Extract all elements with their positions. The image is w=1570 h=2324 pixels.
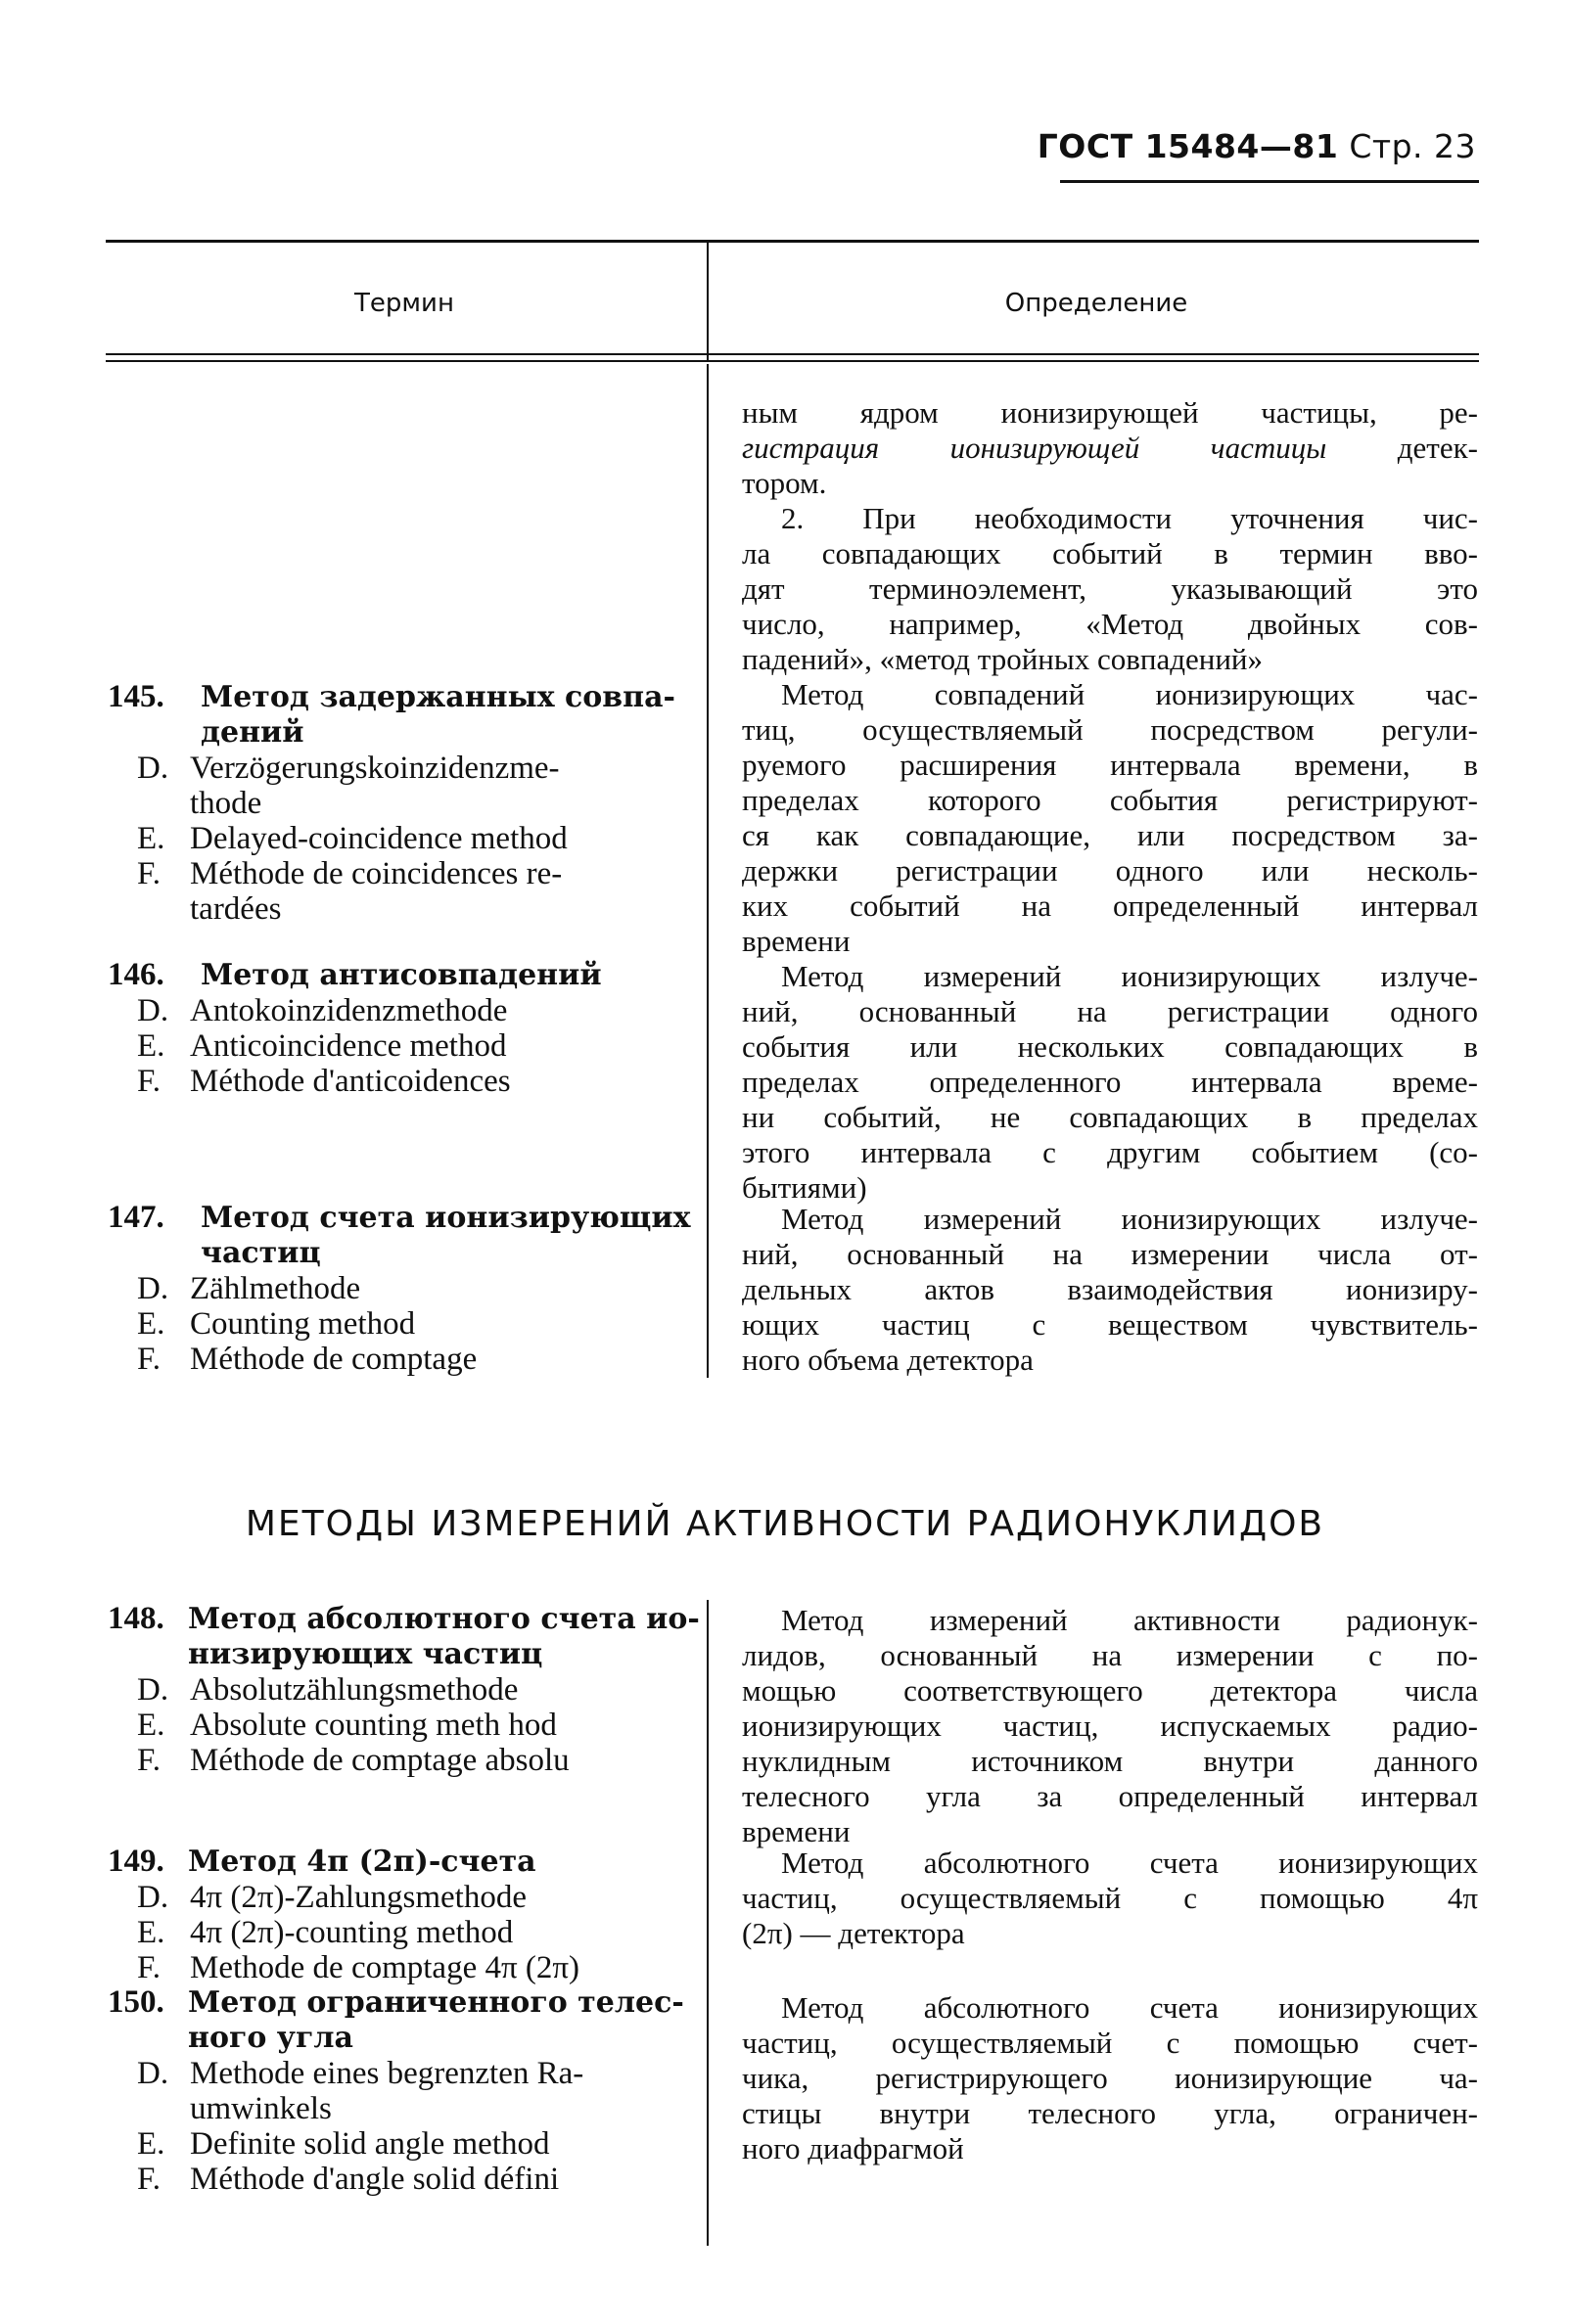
definition-line: времени	[742, 1814, 851, 1848]
term-lang-f: F. Méthode d'angle solid défini	[137, 2162, 560, 2197]
definition-line: ний, основанный на измерении числа от-	[742, 1237, 1478, 1271]
term-lang-e: E. Anticoincidence method	[137, 1028, 507, 1064]
definition-line: (2π) — детектора	[742, 1916, 965, 1950]
definition-line: руемого расширения интервала времени, в	[742, 748, 1478, 782]
definition-line: события или нескольких совпадающих в	[742, 1029, 1478, 1064]
definition-147	[742, 1202, 1478, 1378]
definition-line: Метод абсолютного счета ионизирующих	[781, 1990, 1478, 2025]
continued-definition	[742, 395, 1478, 677]
definition-line: ным ядром ионизирующей частицы, ре-	[742, 395, 1478, 430]
term-lang-f: F. Méthode d'anticoidences	[137, 1064, 511, 1099]
table-top-rule	[106, 240, 1479, 243]
definition-line: нуклидным источником внутри данного	[742, 1744, 1478, 1778]
page-number: Стр. 23	[1349, 127, 1476, 165]
term-lang-f: F. Méthode de comptage absolu	[137, 1743, 570, 1778]
definition-145	[742, 677, 1478, 959]
definition-line: ного диафрагмой	[742, 2131, 964, 2165]
term-entry-149	[108, 1844, 695, 1985]
term-lang-d-cont: thode	[190, 786, 262, 821]
definition-line: бытиями)	[742, 1170, 867, 1205]
definition-line: Метод измерений ионизирующих излуче-	[781, 959, 1478, 993]
definition-149	[742, 1846, 1478, 1951]
term-entry-146	[108, 957, 695, 1099]
column-header-definition: Определение	[1004, 289, 1188, 318]
definition-line: ющих частиц с веществом чувствитель-	[742, 1307, 1478, 1342]
definition-148	[742, 1603, 1478, 1849]
term-lang-f: F. Méthode de coincidences re-	[137, 856, 563, 891]
definition-line: пределах определенного интервала време-	[742, 1065, 1478, 1099]
header-double-rule	[106, 353, 1479, 362]
definition-line: 2. При необходимости уточнения чис-	[781, 501, 1478, 535]
definition-line: мощью соответствующего детектора числа	[742, 1673, 1478, 1708]
term-name: Метод ограниченного телес-	[188, 1985, 684, 2020]
header-rule	[1060, 180, 1479, 183]
term-name: Метод задержанных совпа-	[201, 680, 675, 714]
definition-150	[742, 1990, 1478, 2166]
term-lang-d: D. Verzögerungskoinzidenzme-	[137, 751, 560, 786]
standard-number: ГОСТ 15484—81	[1037, 127, 1339, 165]
definition-line: частиц, осуществляемый с помощью счет-	[742, 2026, 1478, 2060]
definition-line: дят терминоэлемент, указывающий это	[742, 571, 1478, 606]
term-entry-145	[108, 679, 695, 927]
definition-line: ких событий на определенный интервал	[742, 889, 1478, 923]
definition-line: ионизирующих частиц, испускаемых радио-	[742, 1709, 1478, 1743]
definition-line: держки регистрации одного или несколь-	[742, 853, 1478, 888]
term-lang-e: E. Absolute counting meth hod	[137, 1708, 557, 1743]
term-lang-e: E. Counting method	[137, 1306, 416, 1342]
term-name: Метод 4π (2π)-счета	[188, 1845, 536, 1879]
definition-line: пределах которого события регистрируют-	[742, 783, 1478, 817]
term-lang-e: E. Definite solid angle method	[137, 2126, 550, 2162]
term-lang-d: D. Antokoinzidenzmethode	[137, 993, 508, 1028]
definition-146	[742, 959, 1478, 1206]
column-divider-bottom	[707, 1600, 709, 2246]
definition-line: телесного угла за определенный интервал	[742, 1779, 1478, 1813]
term-lang-f-cont: tardées	[190, 891, 282, 927]
term-name: Метод антисовпадений	[201, 958, 602, 992]
definition-line: Метод измерений ионизирующих излуче-	[781, 1202, 1478, 1236]
term-entry-148	[108, 1601, 700, 1778]
term-lang-d: D. Absolutzählungsmethode	[137, 1672, 519, 1708]
definition-line: стицы внутри телесного угла, ограничен-	[742, 2096, 1478, 2130]
term-name-cont: ного угла	[188, 2021, 353, 2055]
page-header	[1038, 127, 1476, 165]
definition-line: ний, основанный на регистрации одного	[742, 994, 1478, 1028]
term-lang-f: F. Methode de comptage 4π (2π)	[137, 1950, 580, 1985]
term-number: 150.	[108, 1984, 164, 2020]
term-lang-d: D. Zählmethode	[137, 1271, 361, 1306]
definition-line: ся как совпадающие, или посредством за-	[742, 818, 1478, 852]
section-title: МЕТОДЫ ИЗМЕРЕНИЙ АКТИВНОСТИ РАДИОНУКЛИДОВ	[245, 1504, 1325, 1544]
term-number: 149.	[108, 1844, 164, 1879]
definition-line: дельных актов взаимодействия ионизиру-	[742, 1272, 1478, 1306]
term-number: 146.	[108, 957, 164, 992]
term-name-cont: низирующих частиц	[188, 1637, 543, 1671]
term-lang-d-cont: umwinkels	[190, 2091, 332, 2126]
definition-line: ни событий, не совпадающих в пределах	[742, 1100, 1478, 1134]
term-name-cont: дений	[201, 715, 304, 750]
definition-line: гистрация ионизирующей частицы детек-	[742, 431, 1478, 465]
definition-line: времени	[742, 924, 851, 958]
definition-line: ного объема детектора	[742, 1343, 1034, 1377]
term-entry-147	[108, 1200, 695, 1377]
definition-line: число, например, «Метод двойных сов-	[742, 607, 1478, 641]
definition-line: чика, регистрирующего ионизирующие ча-	[742, 2061, 1478, 2095]
term-lang-e: E. 4π (2π)-counting method	[137, 1915, 514, 1950]
definition-line: Метод измерений активности радионук-	[781, 1603, 1478, 1637]
term-lang-d: D. Methode eines begrenzten Ra-	[137, 2056, 584, 2091]
definition-line: тором.	[742, 466, 827, 500]
term-name: Метод счета ионизирующих	[201, 1201, 691, 1235]
term-number: 148.	[108, 1601, 164, 1636]
definition-line: Метод совпадений ионизирующих час-	[781, 677, 1478, 711]
definition-line: ла совпадающих событий в термин вво-	[742, 536, 1478, 570]
term-name-cont: частиц	[201, 1236, 321, 1270]
definition-line: лидов, основанный на измерении с по-	[742, 1638, 1478, 1672]
header-column-divider	[707, 243, 709, 362]
term-number: 145.	[108, 679, 164, 714]
term-name: Метод абсолютного счета ио-	[188, 1602, 700, 1636]
definition-line: падений», «метод тройных совпадений»	[742, 642, 1264, 676]
definition-line: частиц, осуществляемый с помощью 4π	[742, 1881, 1478, 1915]
term-number: 147.	[108, 1200, 164, 1235]
definition-line: тиц, осуществляемый посредством регули-	[742, 712, 1478, 747]
column-header-term: Термин	[354, 289, 454, 318]
column-divider-top	[707, 364, 709, 1378]
term-entry-150	[108, 1984, 695, 2197]
term-lang-e: E. Delayed-coincidence method	[137, 821, 568, 856]
term-lang-f: F. Méthode de comptage	[137, 1342, 478, 1377]
term-lang-d: D. 4π (2π)-Zahlungsmethode	[137, 1880, 527, 1915]
definition-line: Метод абсолютного счета ионизирующих	[781, 1846, 1478, 1880]
definition-line: этого интервала с другим событием (со-	[742, 1135, 1478, 1169]
